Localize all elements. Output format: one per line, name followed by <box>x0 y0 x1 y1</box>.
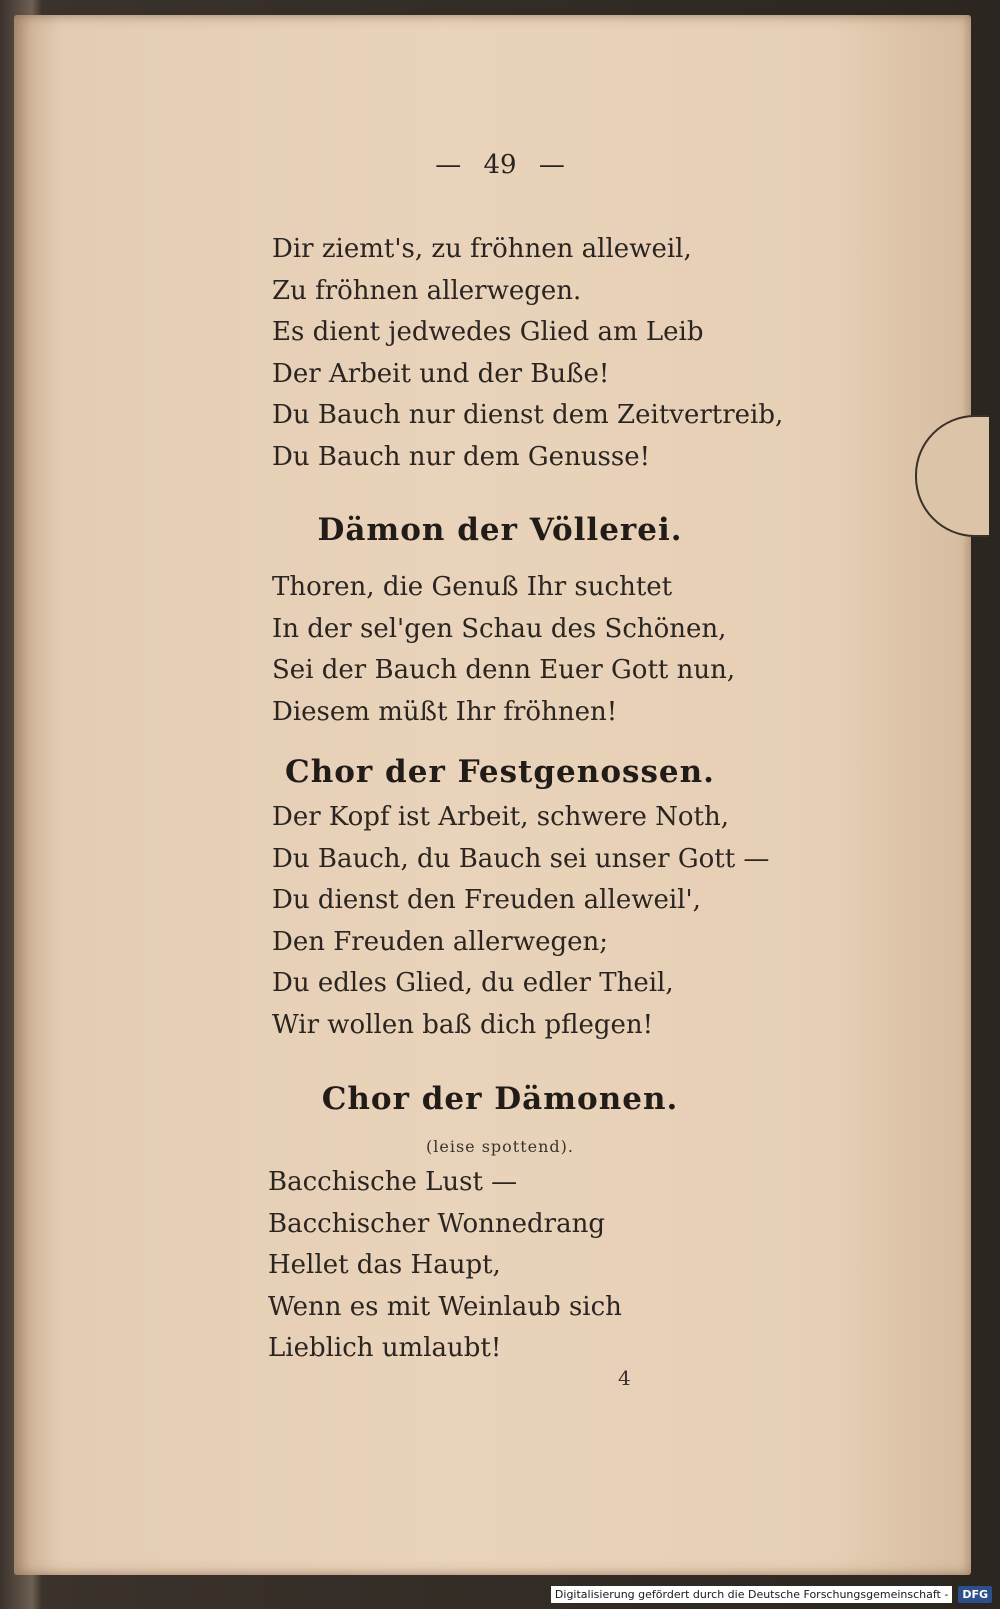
verse-line: Sei der Bauch denn Euer Gott nun, <box>272 655 736 686</box>
verse-line: Wenn es mit Weinlaub sich <box>268 1291 622 1322</box>
verse-line: Zu fröhnen allerwegen. <box>272 275 582 306</box>
stanza-2 <box>272 567 792 733</box>
dfg-logo-icon: DFG <box>958 1586 992 1603</box>
stanza-4 <box>268 1162 788 1370</box>
verse-line: Lieblich umlaubt! <box>268 1333 502 1364</box>
stanza-1 <box>272 229 792 479</box>
verse-line: Den Freuden allerwegen; <box>272 926 609 957</box>
stage-direction: (leise spottend). <box>426 1137 574 1156</box>
page-number-header <box>0 150 1000 180</box>
verse-line: Thoren, die Genuß Ihr suchtet <box>272 572 673 602</box>
verse-line: Dir ziemt's, zu fröhnen alleweil, <box>272 234 692 264</box>
verse-line: Du Bauch, du Bauch sei unser Gott — <box>272 843 770 874</box>
verse-line: Bacchische Lust — <box>268 1167 518 1197</box>
verse-line: In der sel'gen Schau des Schönen, <box>272 613 727 644</box>
speaker-heading-chor-daemonen: Chor der Dämonen. <box>321 1081 679 1117</box>
page-number: 49 <box>483 150 517 180</box>
verse-line: Bacchischer Wonnedrang <box>268 1208 605 1239</box>
verse-line: Wir wollen baß dich pflegen! <box>272 1009 654 1040</box>
page-number-dash-right: — <box>538 150 565 180</box>
digitization-footer <box>551 1583 992 1605</box>
verse-line: Du Bauch nur dem Genusse! <box>272 441 651 472</box>
verse-line: Diesem müßt Ihr fröhnen! <box>272 696 618 727</box>
verse-line: Der Kopf ist Arbeit, schwere Noth, <box>272 802 729 832</box>
verse-line: Du edles Glied, du edler Theil, <box>272 968 674 999</box>
speaker-heading-chor-festgenossen: Chor der Festgenossen. <box>285 754 715 790</box>
footer-credit: Digitalisierung gefördert durch die Deutsche Forschungsgemeinschaft - <box>551 1586 952 1603</box>
verse-line: Es dient jedwedes Glied am Leib <box>272 317 704 348</box>
sheet-signature: 4 <box>618 1366 631 1390</box>
page-number-dash-left: — <box>435 150 462 180</box>
verse-line: Du dienst den Freuden alleweil', <box>272 885 701 916</box>
stanza-3 <box>272 797 792 1047</box>
verse-line: Du Bauch nur dienst dem Zeitvertreib, <box>272 400 784 431</box>
verse-line: Der Arbeit und der Buße! <box>272 358 610 389</box>
verse-line: Hellet das Haupt, <box>268 1250 501 1281</box>
speaker-heading-daemon-voellerei: Dämon der Völlerei. <box>317 512 683 548</box>
